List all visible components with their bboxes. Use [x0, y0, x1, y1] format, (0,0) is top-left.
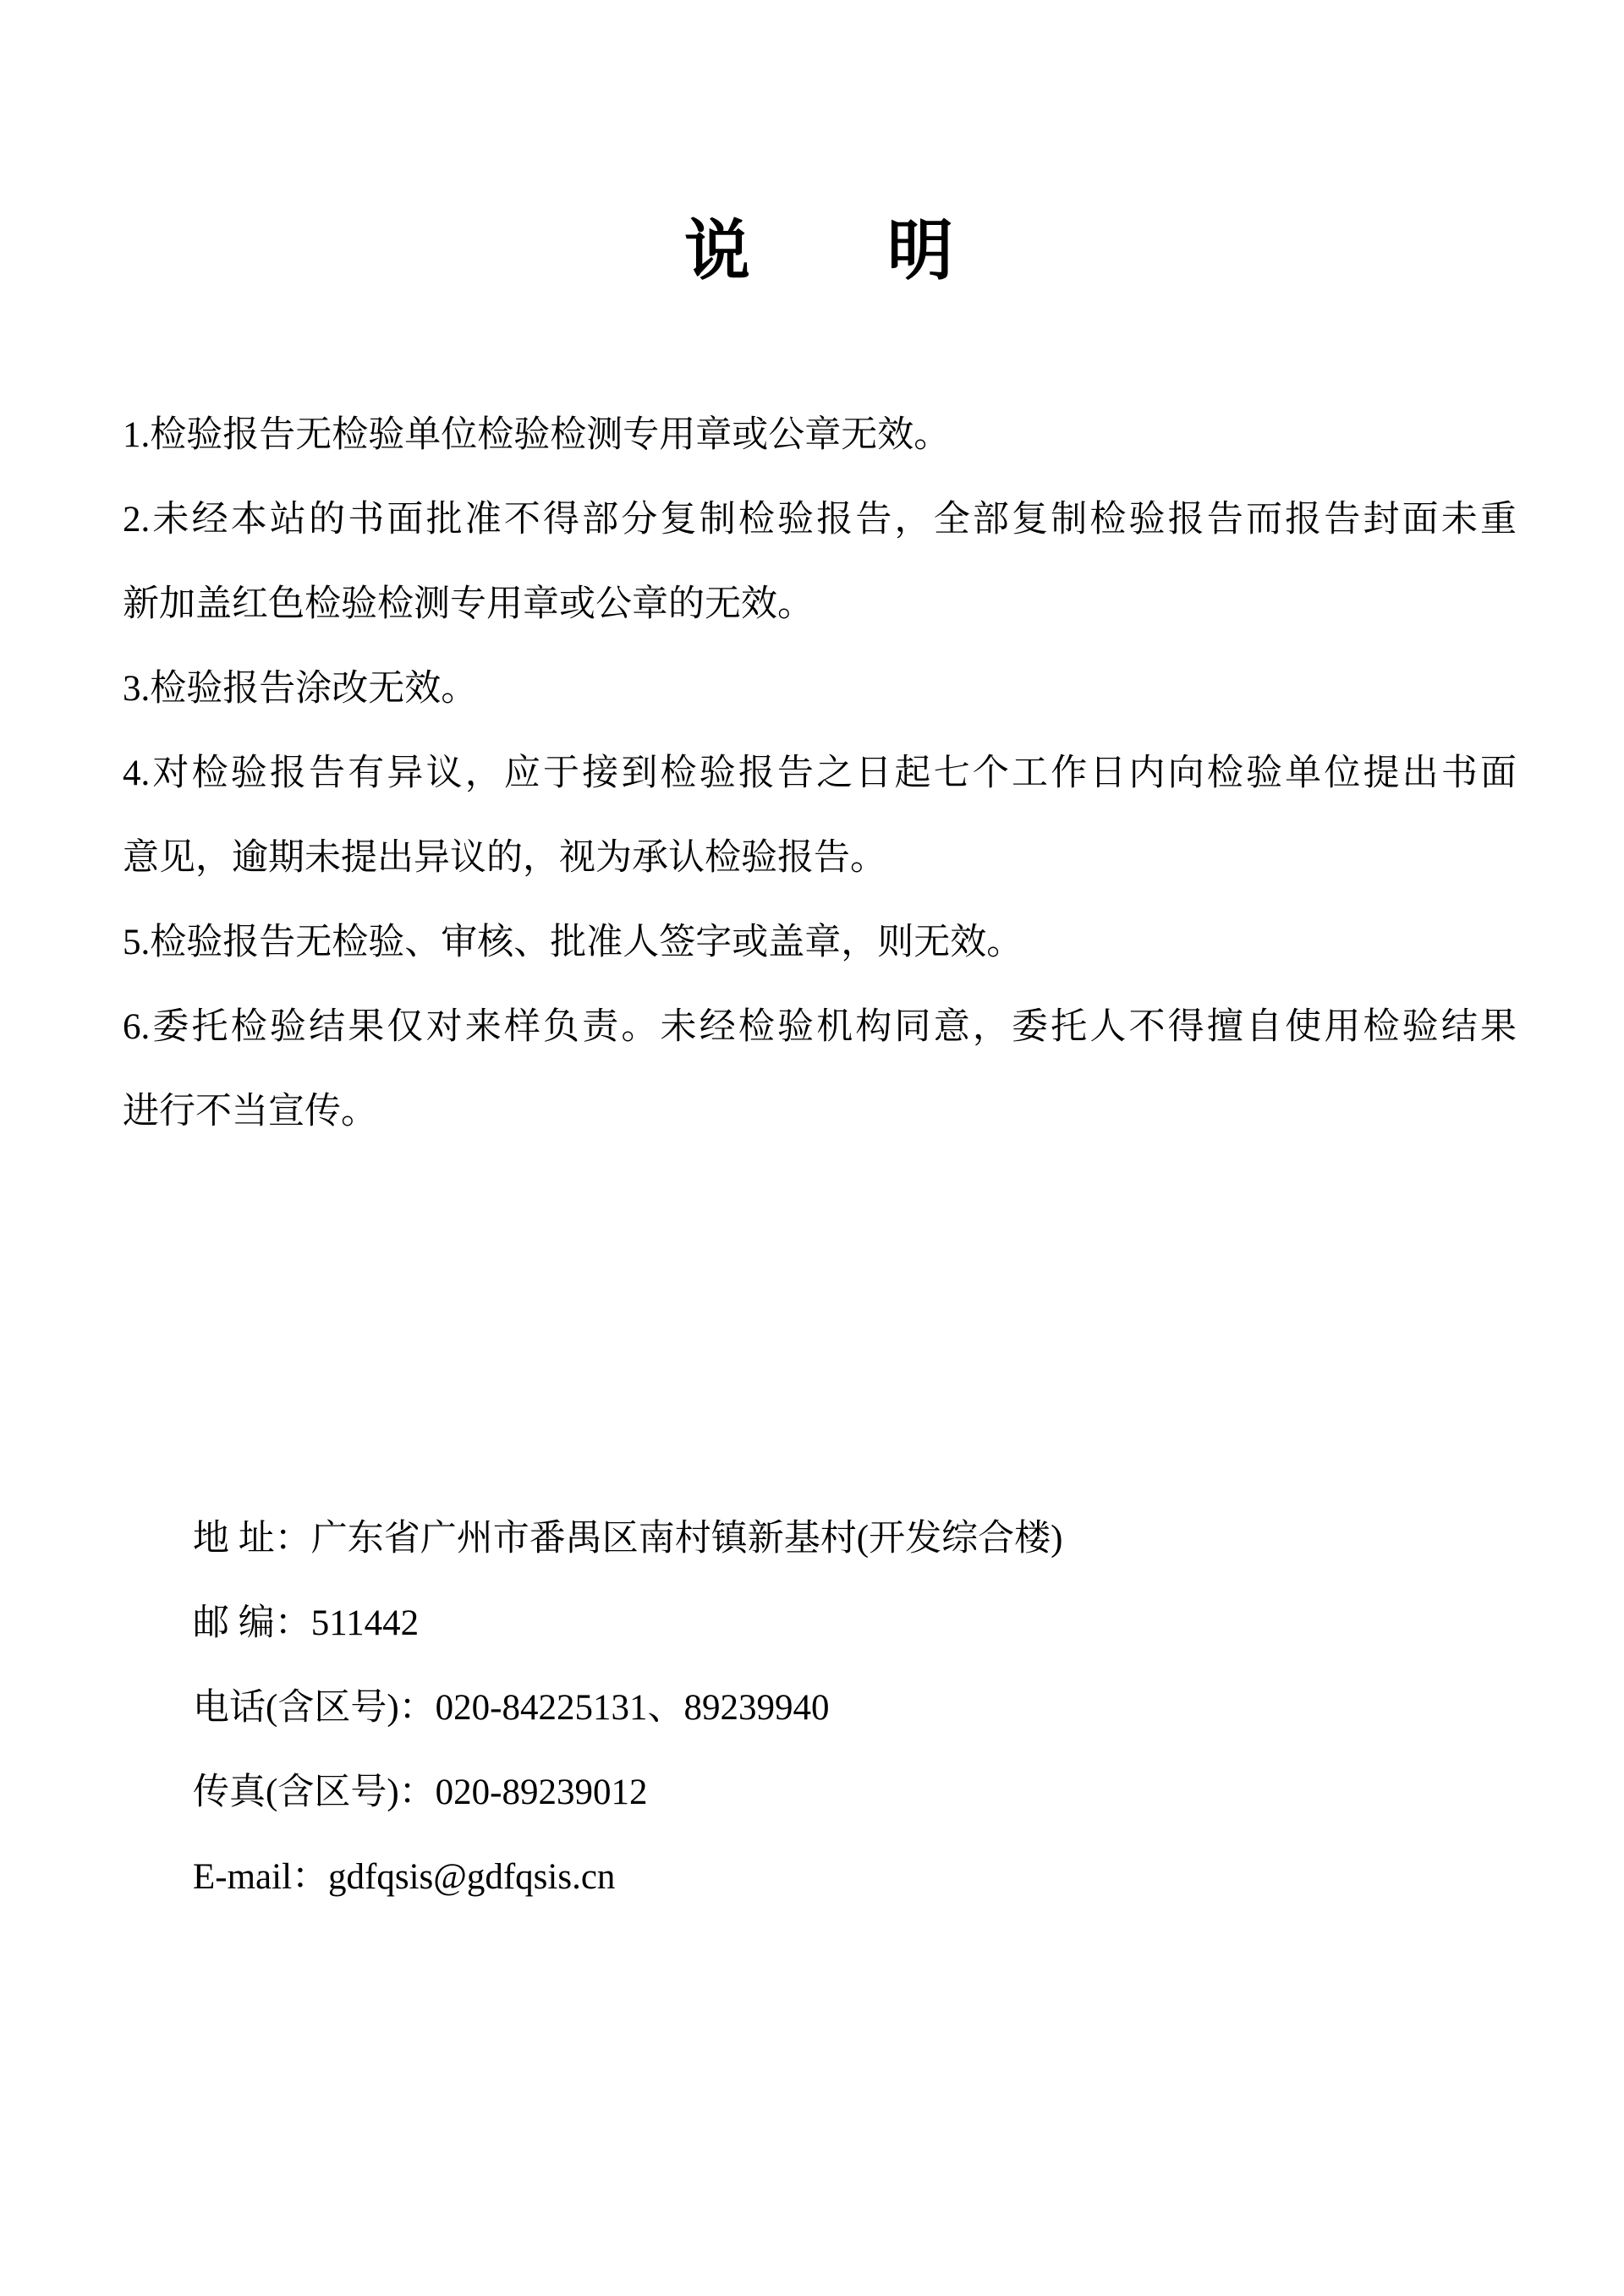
contact-postcode — [193, 1581, 1517, 1666]
note-line-2b: 新加盖红色检验检测专用章或公章的无效。 — [123, 584, 814, 624]
contact-postcode-value: 511442 — [310, 1603, 420, 1643]
note-line-6b: 进行不当宣传。 — [123, 1092, 377, 1132]
contact-phone-value: 020-84225131、89239940 — [435, 1688, 830, 1728]
note-line-2a: 2.未经本站的书面批准不得部分复制检验报告，全部复制检验报告而报告封面未重 — [123, 500, 1517, 540]
page-title: 说 明 — [683, 214, 955, 288]
contact-fax-label: 传真(含区号)： — [193, 1773, 436, 1812]
contact-email-label: E-mail： — [193, 1857, 329, 1897]
note-line-1: 1.检验报告无检验单位检验检测专用章或公章无效。 — [123, 415, 951, 455]
contact-phone-label: 电话(含区号)： — [193, 1688, 436, 1728]
contact-postcode-label: 邮 编： — [193, 1603, 311, 1643]
note-line-5: 5.检验报告无检验、审核、批准人签字或盖章，则无效。 — [123, 923, 1023, 962]
note-line-4b: 意见，逾期未提出异议的，视为承认检验报告。 — [123, 838, 886, 878]
notes-section — [123, 393, 1517, 1154]
note-line-4a: 4.对检验报告有异议，应于接到检验报告之日起七个工作日内向检验单位提出书面 — [123, 753, 1517, 793]
note-line-3: 3.检验报告涂改无效。 — [123, 669, 478, 709]
contact-address-label: 地 址： — [193, 1519, 311, 1559]
contact-section — [193, 1497, 1517, 1920]
contact-address — [193, 1497, 1517, 1581]
contact-address-value: 广东省广州市番禺区南村镇新基村(开发综合楼) — [310, 1519, 1063, 1559]
note-line-6a: 6.委托检验结果仅对来样负责。未经检验机构同意，委托人不得擅自使用检验结果 — [123, 1007, 1517, 1047]
contact-email-value: gdfqsis@gdfqsis.cn — [328, 1857, 616, 1897]
contact-fax-value: 020-89239012 — [435, 1773, 648, 1812]
contact-fax — [193, 1751, 1517, 1835]
contact-phone — [193, 1666, 1517, 1751]
contact-email — [193, 1835, 1517, 1920]
